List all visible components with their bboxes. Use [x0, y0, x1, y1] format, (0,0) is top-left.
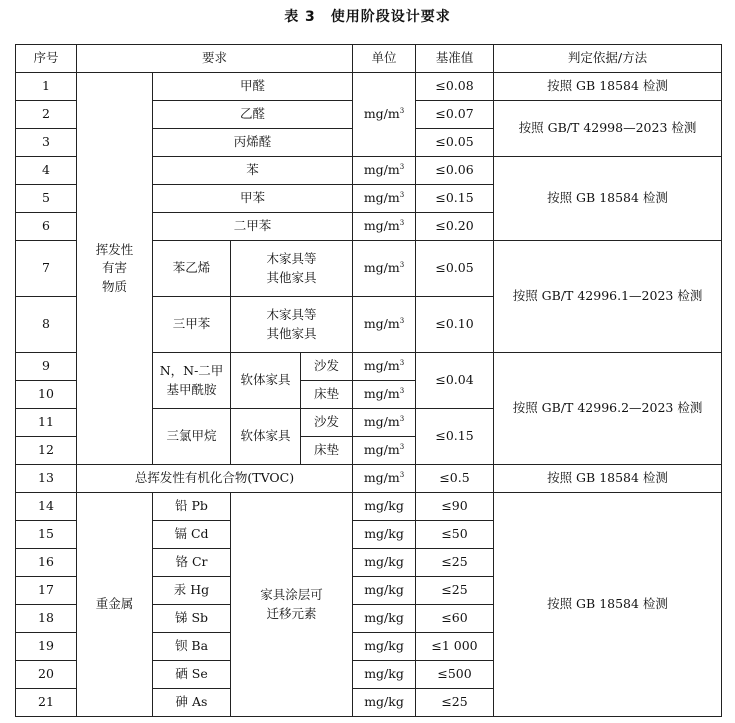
reference-cell: ≤500: [416, 661, 494, 689]
seq-cell: 1: [16, 73, 77, 101]
seq-cell: 19: [16, 633, 77, 661]
reference-cell: ≤0.10: [416, 297, 494, 353]
seq-cell: 14: [16, 493, 77, 521]
seq-cell: 15: [16, 521, 77, 549]
unit-cell: [353, 465, 416, 493]
unit-base: mg/m: [363, 470, 400, 486]
unit-exponent: 3: [399, 163, 405, 172]
seq-cell: 5: [16, 185, 77, 213]
requirements-table: [15, 44, 722, 717]
seq-cell: 11: [16, 409, 77, 437]
table-header-row: [16, 45, 722, 73]
unit-cell: mg/kg: [353, 689, 416, 717]
seq-cell: 3: [16, 129, 77, 157]
element-cell: 镉 Cd: [153, 521, 231, 549]
substance-cell: 甲醛: [153, 73, 353, 101]
unit-exponent: 3: [399, 219, 405, 228]
substance-cell: 乙醛: [153, 101, 353, 129]
reference-cell: ≤25: [416, 577, 494, 605]
seq-cell: 16: [16, 549, 77, 577]
method-cell: 按照 GB/T 42996.1—2023 检测: [494, 241, 722, 353]
method-cell: 按照 GB/T 42998—2023 检测: [494, 101, 722, 157]
header-seq: 序号: [16, 45, 77, 73]
unit-exponent: 3: [399, 415, 405, 424]
seq-cell: 6: [16, 213, 77, 241]
group-voc-line3: 物质: [101, 278, 127, 294]
method-cell: 按照 GB/T 42996.2—2023 检测: [494, 353, 722, 465]
substance-cell: 苯: [153, 157, 353, 185]
seq-cell: 21: [16, 689, 77, 717]
substance-cell: 甲苯: [153, 185, 353, 213]
furniture-type-line1: 木家具等: [266, 251, 317, 267]
element-cell: 砷 As: [153, 689, 231, 717]
furniture-type-cell: 软体家具: [231, 409, 301, 465]
reference-cell: ≤0.04: [416, 353, 494, 409]
reference-cell: ≤1 000: [416, 633, 494, 661]
method-cell: 按照 GB 18584 检测: [494, 157, 722, 241]
seq-cell: 12: [16, 437, 77, 465]
unit-cell: mg/kg: [353, 549, 416, 577]
unit-base: mg/m: [363, 218, 400, 234]
reference-cell: ≤90: [416, 493, 494, 521]
unit-base: mg/m: [363, 316, 400, 332]
reference-cell: ≤25: [416, 689, 494, 717]
table-title: 表 3 使用阶段设计要求: [284, 9, 451, 25]
unit-base: mg/m: [363, 260, 400, 276]
furniture-type-cell: [231, 297, 353, 353]
coating-line2: 迁移元素: [266, 605, 317, 621]
reference-cell: ≤0.20: [416, 213, 494, 241]
unit-cell: [353, 185, 416, 213]
unit-exponent: 3: [399, 443, 405, 452]
product-cell: 床垫: [301, 381, 353, 409]
unit-cell: [353, 437, 416, 465]
table-row: [16, 465, 722, 493]
seq-cell: 17: [16, 577, 77, 605]
element-cell: 铅 Pb: [153, 493, 231, 521]
element-cell: 硒 Se: [153, 661, 231, 689]
method-cell: 按照 GB 18584 检测: [494, 493, 722, 717]
unit-cell: [353, 213, 416, 241]
seq-cell: 20: [16, 661, 77, 689]
reference-cell: ≤25: [416, 549, 494, 577]
furniture-type-line2: 其他家具: [266, 325, 317, 341]
method-cell: 按照 GB 18584 检测: [494, 73, 722, 101]
seq-cell: 8: [16, 297, 77, 353]
substance-line2: 基甲酰胺: [166, 381, 217, 397]
substance-cell: 二甲苯: [153, 213, 353, 241]
reference-cell: ≤0.07: [416, 101, 494, 129]
seq-cell: 13: [16, 465, 77, 493]
unit-cell: mg/kg: [353, 493, 416, 521]
substance-cell: 三甲苯: [153, 297, 231, 353]
header-unit: 单位: [353, 45, 416, 73]
unit-cell: [353, 409, 416, 437]
group-voc: [77, 73, 153, 465]
substance-cell: 三氯甲烷: [153, 409, 231, 465]
unit-cell: mg/kg: [353, 577, 416, 605]
unit-exponent: 3: [399, 107, 405, 116]
seq-cell: 9: [16, 353, 77, 381]
unit-base: mg/m: [363, 162, 400, 178]
substance-cell: 丙烯醛: [153, 129, 353, 157]
seq-cell: 2: [16, 101, 77, 129]
furniture-type-cell: [231, 241, 353, 297]
unit-cell: [353, 241, 416, 297]
reference-cell: ≤0.06: [416, 157, 494, 185]
reference-cell: ≤0.5: [416, 465, 494, 493]
reference-cell: ≤60: [416, 605, 494, 633]
group-voc-line1: 挥发性: [95, 242, 134, 258]
reference-cell: ≤0.15: [416, 185, 494, 213]
unit-exponent: 3: [399, 359, 405, 368]
seq-cell: 4: [16, 157, 77, 185]
element-cell: 汞 Hg: [153, 577, 231, 605]
unit-base: mg/m: [363, 190, 400, 206]
unit-exponent: 3: [399, 471, 405, 480]
reference-cell: ≤0.05: [416, 241, 494, 297]
method-cell: 按照 GB 18584 检测: [494, 465, 722, 493]
unit-cell: mg/kg: [353, 661, 416, 689]
group-heavy-metals: 重金属: [77, 493, 153, 717]
reference-cell: ≤0.08: [416, 73, 494, 101]
unit-base: mg/m: [363, 106, 400, 122]
unit-cell: [353, 297, 416, 353]
element-cell: 锑 Sb: [153, 605, 231, 633]
coating-line1: 家具涂层可: [260, 587, 323, 603]
product-cell: 沙发: [301, 353, 353, 381]
group-voc-line2: 有害: [101, 260, 127, 276]
reference-cell: ≤50: [416, 521, 494, 549]
substance-cell: 苯乙烯: [153, 241, 231, 297]
seq-cell: 18: [16, 605, 77, 633]
unit-base: mg/m: [363, 414, 400, 430]
unit-exponent: 3: [399, 191, 405, 200]
unit-base: mg/m: [363, 386, 400, 402]
substance-cell: 总挥发性有机化合物(TVOC): [77, 465, 353, 493]
header-reference: 基准值: [416, 45, 494, 73]
unit-exponent: 3: [399, 261, 405, 270]
element-cell: 钡 Ba: [153, 633, 231, 661]
unit-exponent: 3: [399, 387, 405, 396]
table-row: [16, 493, 722, 521]
seq-cell: 7: [16, 241, 77, 297]
substance-cell: [153, 353, 231, 409]
unit-base: mg/m: [363, 358, 400, 374]
unit-cell: [353, 73, 416, 157]
substance-line1: N，N-二甲: [159, 363, 224, 379]
unit-cell: [353, 157, 416, 185]
header-method: 判定依据/方法: [494, 45, 722, 73]
unit-cell: [353, 381, 416, 409]
unit-cell: mg/kg: [353, 521, 416, 549]
unit-base: mg/m: [363, 442, 400, 458]
furniture-type-line1: 木家具等: [266, 307, 317, 323]
header-requirement: 要求: [77, 45, 353, 73]
unit-cell: [353, 353, 416, 381]
element-cell: 铬 Cr: [153, 549, 231, 577]
reference-cell: ≤0.05: [416, 129, 494, 157]
furniture-type-line2: 其他家具: [266, 269, 317, 285]
coating-element-cell: [231, 493, 353, 717]
seq-cell: 10: [16, 381, 77, 409]
product-cell: 床垫: [301, 437, 353, 465]
product-cell: 沙发: [301, 409, 353, 437]
reference-cell: ≤0.15: [416, 409, 494, 465]
unit-cell: mg/kg: [353, 633, 416, 661]
furniture-type-cell: 软体家具: [231, 353, 301, 409]
unit-exponent: 3: [399, 317, 405, 326]
table-row: [16, 73, 722, 101]
unit-cell: mg/kg: [353, 605, 416, 633]
